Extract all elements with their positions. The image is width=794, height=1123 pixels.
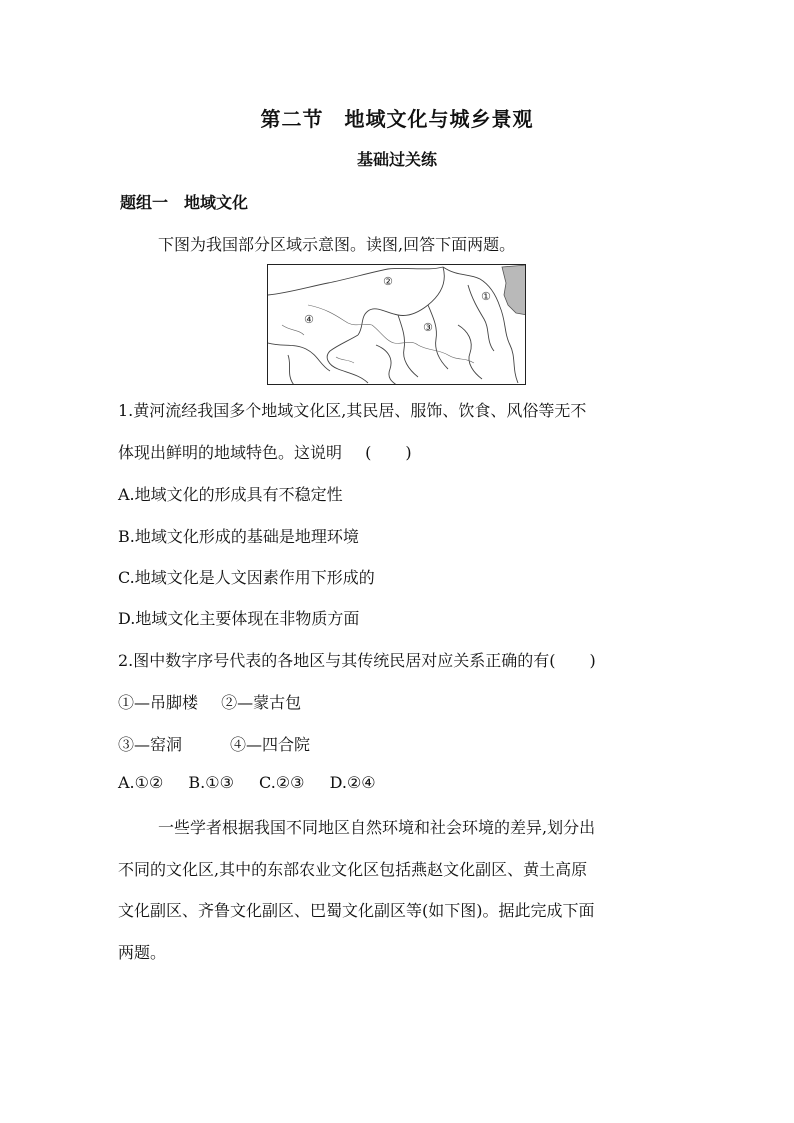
map-label-1: ① [481,290,491,303]
q2-pair-1: ①—吊脚楼 [118,693,199,712]
intro2-line1: 一些学者根据我国不同地区自然环境和社会环境的差异,划分出 [158,818,596,837]
section-subtitle: 基础过关练 [356,150,437,169]
q2-pairs-row2 [118,732,310,755]
intro2-line4: 两题。 [118,943,167,962]
q1-option-d: D.地域文化主要体现在非物质方面 [118,609,360,628]
q1-answer-paren-close: ) [405,443,412,462]
q1-option-a: A.地域文化的形成具有不稳定性 [118,485,343,504]
q1-stem-text: 体现出鲜明的地域特色。这说明 [118,443,343,462]
q1-option-b: B.地域文化形成的基础是地理环境 [118,527,359,546]
intro2-line3: 文化副区、齐鲁文化副区、巴蜀文化副区等(如下图)。据此完成下面 [118,901,595,920]
q2-choice-b: B.①③ [188,773,234,792]
boundary-lines [268,267,518,385]
q2-stem-text: 2.图中数字序号代表的各地区与其传统民居对应关系正确的有( [118,651,556,670]
q2-pair-2: ②—蒙古包 [221,693,302,712]
sea-area [502,265,526,315]
q2-pairs-row1 [118,690,301,713]
q2-choice-c: C.②③ [259,773,305,792]
q2-choice-d: D.②④ [329,773,376,792]
q2-choice-a: A.①② [118,773,164,792]
q1-option-c: C.地域文化是人文因素作用下形成的 [118,568,375,587]
map-label-3: ③ [423,321,433,334]
q2-pair-4: ④—四合院 [230,735,311,754]
map-label-2: ② [383,275,393,288]
q1-answer-paren-open: ( [365,443,372,462]
region-map [267,264,526,385]
q2-answer-paren-close: ) [589,651,596,670]
q1-stem-line2 [118,440,412,463]
q2-stem [118,648,596,671]
q2-pair-3: ③—窑洞 [118,735,183,754]
map-label-4: ④ [304,313,314,326]
q1-stem-line1: 1.黄河流经我国多个地域文化区,其民居、服饰、饮食、风俗等无不 [118,401,587,420]
map-intro-text: 下图为我国部分区域示意图。读图,回答下面两题。 [158,235,516,254]
section-title: 第二节 地域文化与城乡景观 [260,107,534,131]
region-map-drawing [268,265,526,385]
q2-choices [118,773,376,792]
intro2-line2: 不同的文化区,其中的东部农业文化区包括燕赵文化副区、黄土高原 [118,860,588,879]
question-group-heading: 题组一 地域文化 [120,193,249,212]
